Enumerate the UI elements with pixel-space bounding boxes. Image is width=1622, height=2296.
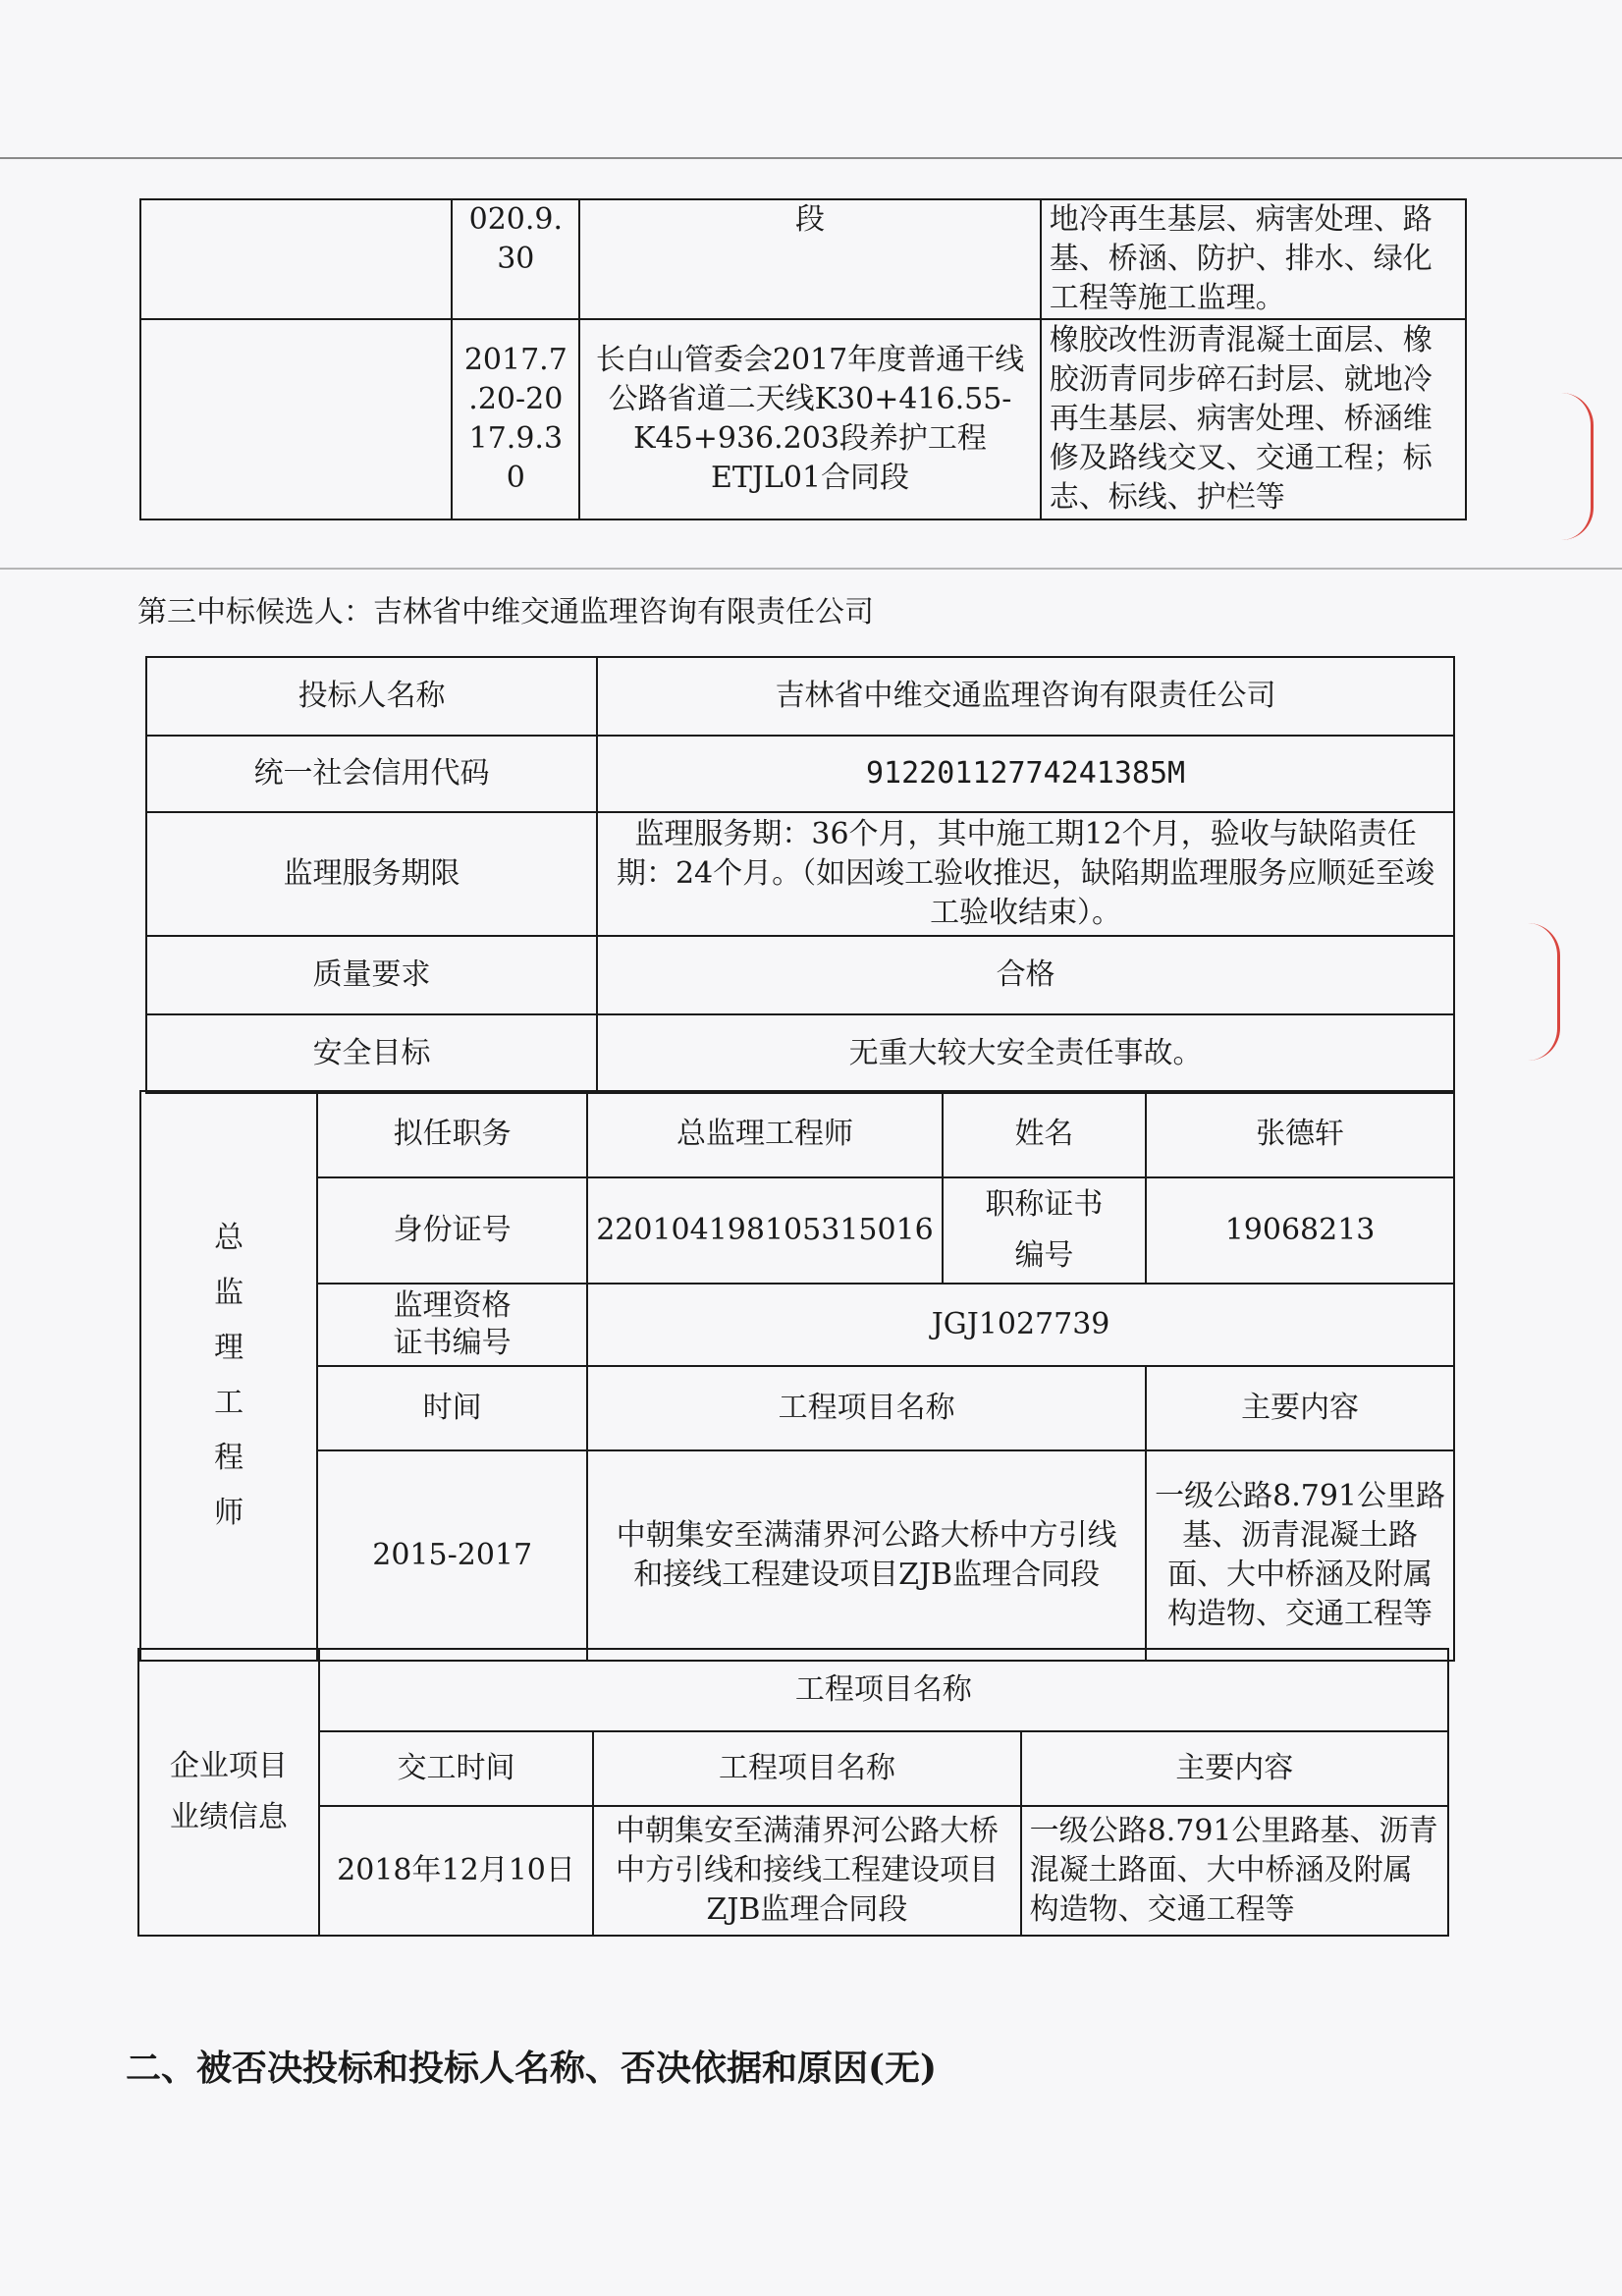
- enterprise-group-label: 企业项目 业绩信息: [138, 1649, 319, 1936]
- position-label: 拟任职务: [317, 1091, 587, 1177]
- enterprise-top-header: 工程项目名称: [319, 1649, 1448, 1731]
- chief-engineer-group-label: [140, 1091, 317, 1661]
- content-header: 主要内容: [1146, 1366, 1454, 1450]
- group-char: 程: [214, 1441, 244, 1475]
- group-char: 总: [214, 1221, 244, 1255]
- completion-date-value: 2018年12月10日: [319, 1806, 594, 1936]
- project-value: 中朝集安至满蒲界河公路大桥中方引线和接线工程建设项目ZJB监理合同段: [587, 1450, 1146, 1661]
- title-cert-label: 职称证书 编号: [943, 1177, 1146, 1284]
- bidder-name-value: 吉林省中维交通监理咨询有限责任公司: [597, 657, 1454, 736]
- third-candidate-table: [145, 656, 1455, 1094]
- group-char: 师: [214, 1496, 244, 1530]
- scan-edge-top: [0, 157, 1622, 159]
- title-cert-value: 19068213: [1146, 1177, 1454, 1284]
- credit-code-value: 91220112774241385M: [597, 736, 1454, 812]
- safety-label: 安全目标: [146, 1014, 597, 1093]
- content-value: 一级公路8.791公里路基、沥青混凝土路面、大中桥涵及附属构造物、交通工程等: [1146, 1450, 1454, 1661]
- period-cell: 2017.7 .20-20 17.9.3 0: [452, 319, 579, 519]
- id-label: 身份证号: [317, 1177, 587, 1284]
- enterprise-project-value: 中朝集安至满蒲界河公路大桥中方引线和接线工程建设项目ZJB监理合同段: [593, 1806, 1020, 1936]
- group-char: 工: [214, 1386, 244, 1420]
- project-cell: 段: [579, 199, 1040, 319]
- id-value: 220104198105315016: [587, 1177, 943, 1284]
- section-2-heading: 二、被否决投标和投标人名称、否决依据和原因(无): [126, 2048, 938, 2089]
- group-char: 监: [214, 1276, 244, 1310]
- quality-value: 合格: [597, 936, 1454, 1014]
- project-header: 工程项目名称: [587, 1366, 1146, 1450]
- project-cell: 长白山管委会2017年度普通干线公路省道二天线K30+416.55-K45+936.203段养护工程ETJL01合同段: [579, 319, 1040, 519]
- time-value: 2015-2017: [317, 1450, 587, 1661]
- third-candidate-heading: 第三中标候选人：吉林省中维交通监理咨询有限责任公司: [137, 595, 874, 629]
- seal-stamp-mid: [1528, 923, 1560, 1061]
- enterprise-performance-table: [137, 1648, 1449, 1937]
- content-cell: 橡胶改性沥青混凝土面层、橡胶沥青同步碎石封层、就地冷再生基层、病害处理、桥涵维修及路线交叉、交通工程；标志、标线、护栏等: [1041, 319, 1466, 519]
- enterprise-content-header: 主要内容: [1021, 1731, 1448, 1806]
- qual-cert-value: JGJ1027739: [587, 1284, 1454, 1366]
- qual-cert-label: 监理资格 证书编号: [317, 1284, 587, 1366]
- quality-label: 质量要求: [146, 936, 597, 1014]
- position-value: 总监理工程师: [587, 1091, 943, 1177]
- chief-engineer-table: [139, 1090, 1455, 1662]
- enterprise-content-value: 一级公路8.791公里路基、沥青混凝土路面、大中桥涵及附属构造物、交通工程等: [1021, 1806, 1448, 1936]
- name-value: 张德轩: [1146, 1091, 1454, 1177]
- scan-edge-mid: [0, 568, 1622, 570]
- content-cell: 地冷再生基层、病害处理、路基、桥涵、防护、排水、绿化工程等施工监理。: [1041, 199, 1466, 319]
- group-char: 理: [214, 1331, 244, 1365]
- safety-value: 无重大较大安全责任事故。: [597, 1014, 1454, 1093]
- completion-date-header: 交工时间: [319, 1731, 594, 1806]
- bidder-name-label: 投标人名称: [146, 657, 597, 736]
- credit-code-label: 统一社会信用代码: [146, 736, 597, 812]
- previous-performance-table: [139, 198, 1467, 520]
- name-label: 姓名: [943, 1091, 1146, 1177]
- period-cell: 020.9. 30: [452, 199, 579, 319]
- empty-cell: [140, 199, 452, 319]
- service-period-value: 监理服务期：36个月，其中施工期12个月，验收与缺陷责任期：24个月。（如因竣工验收推迟，缺陷期监理服务应顺延至竣工验收结束）。: [597, 812, 1454, 936]
- enterprise-project-header: 工程项目名称: [593, 1731, 1020, 1806]
- time-header: 时间: [317, 1366, 587, 1450]
- seal-stamp-top: [1561, 393, 1594, 540]
- service-period-label: 监理服务期限: [146, 812, 597, 936]
- empty-cell: [140, 319, 452, 519]
